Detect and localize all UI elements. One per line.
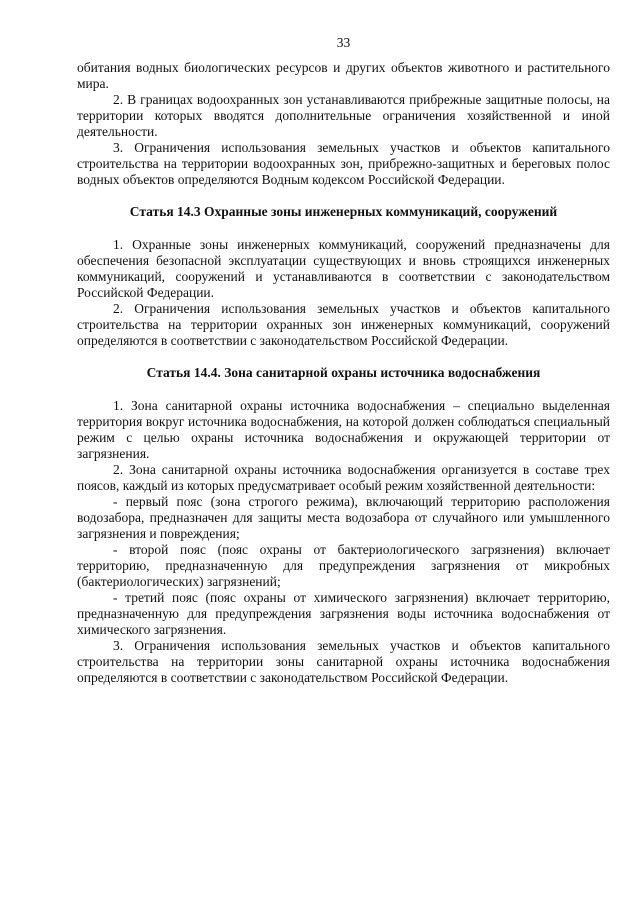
paragraph-14-3-1: 1. Охранные зоны инженерных коммуникаций, сооружений предназначены для обеспечения безопасной эксплуатации существующих и вновь строящихся инженерных коммуникаций, сооружений и устанавливаются в соответствии с законодательством Российской Федерации. bbox=[77, 237, 610, 300]
paragraph-14-3-2: 2. Ограничения использования земельных участков и объектов капитального строительства на территории охранных зон инженерных коммуникаций, сооружений определяются в соответствии с законодательством Российской Федерации. bbox=[77, 301, 610, 348]
heading-article-14-3: Статья 14.3 Охранные зоны инженерных коммуникаций, сооружений bbox=[129, 204, 558, 219]
paragraph-14-4-2: 2. Зона санитарной охраны источника водоснабжения организуется в составе трех поясов, каждый из которых предусматривает особый режим хозяйственной деятельности: bbox=[77, 462, 610, 493]
heading-article-14-4: Статья 14.4. Зона санитарной охраны источника водоснабжения bbox=[146, 365, 541, 380]
paragraph-water-protection-restrictions: 3. Ограничения использования земельных участков и объектов капитального строительства на территории водоохранных зон, прибрежно-защитных и береговых полос водных объектов определяются Водным кодексом Российской Федерации. bbox=[77, 140, 610, 187]
paragraph-14-4-3: 3. Ограничения использования земельных участков и объектов капитального строительства на территории зоны санитарной охраны источника водоснабжения определяются в соответствии с законодательством Российской Федерации. bbox=[77, 638, 610, 685]
continued-paragraph: обитания водных биологических ресурсов и других объектов животного и растительного мира. bbox=[77, 60, 610, 91]
list-item-first-belt: - первый пояс (зона строгого режима), включающий территорию расположения водозабора, предназначен для защиты места водозабора от случайного или умышленного загрязнения и повреждения; bbox=[77, 494, 610, 541]
paragraph-coastal-protective-strips: 2. В границах водоохранных зон устанавливаются прибрежные защитные полосы, на территории которых вводятся дополнительные ограничения хозяйственной и иной деятельности. bbox=[77, 92, 610, 139]
page-number: 33 bbox=[336, 35, 351, 50]
list-item-third-belt: - третий пояс (пояс охраны от химического загрязнения) включает территорию, предназначенную для предупреждения загрязнения воды источника водоснабжения от химического загрязнения. bbox=[77, 590, 610, 637]
paragraph-14-4-1: 1. Зона санитарной охраны источника водоснабжения – специально выделенная территория вокруг источника водоснабжения, на которой должен соблюдаться специальный режим с целью охраны источника водоснабжения и окружающей территории от загрязнения. bbox=[77, 398, 610, 461]
list-item-second-belt: - второй пояс (пояс охраны от бактериологического загрязнения) включает территорию, предназначенную для предупреждения загрязнения от микробных (бактериологических) загрязнений; bbox=[77, 542, 610, 589]
page-content bbox=[77, 60, 610, 686]
